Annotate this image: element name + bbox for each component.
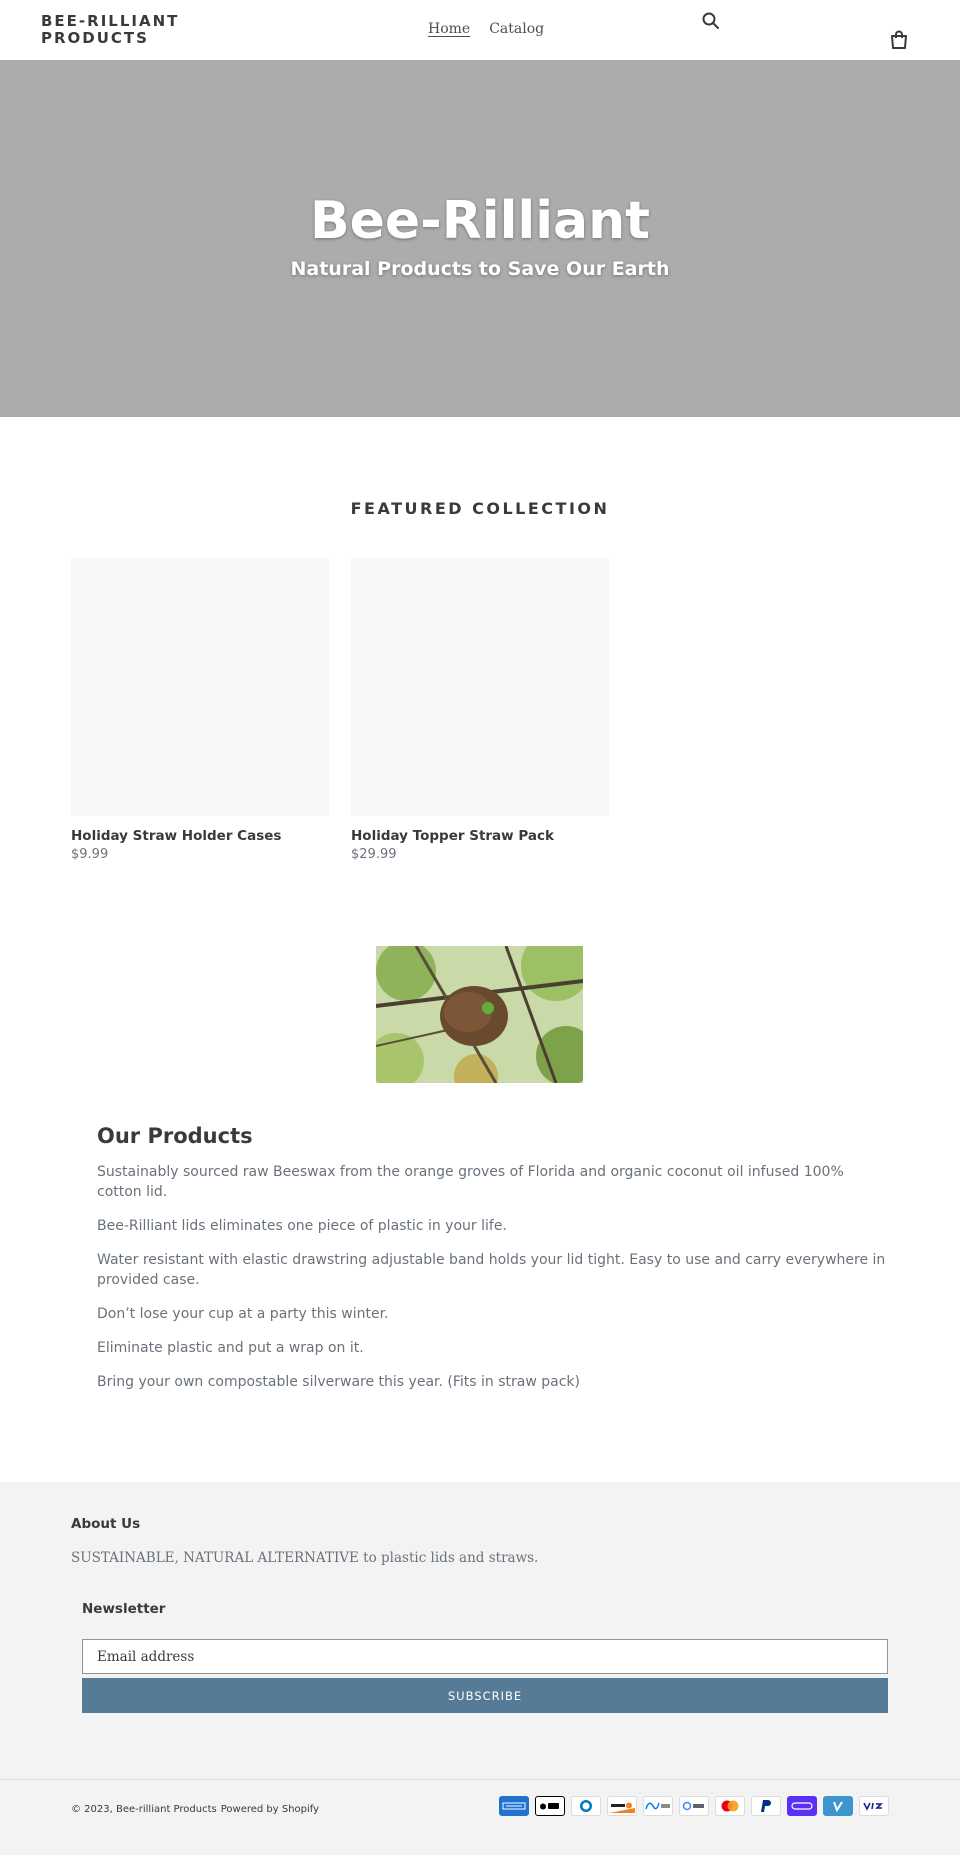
product-description-paragraph: Bring your own compostable silverware this year. (Fits in straw pack) — [97, 1374, 580, 1390]
mastercard-icon — [715, 1796, 745, 1816]
meta-pay-icon — [643, 1796, 673, 1816]
cart-icon[interactable] — [889, 30, 909, 50]
shop-pay-icon — [787, 1796, 817, 1816]
product-description-paragraph: Water resistant with elastic drawstring adjustable band holds your lid tight. Easy to use and carry everywhere in provided case. — [97, 1252, 886, 1288]
product-description-paragraph: Eliminate plastic and put a wrap on it. — [97, 1340, 364, 1356]
newsletter-email-input[interactable] — [82, 1639, 888, 1674]
amex-icon — [499, 1796, 529, 1816]
google-pay-icon — [679, 1796, 709, 1816]
diners-club-icon — [571, 1796, 601, 1816]
product-price: $9.99 — [71, 847, 109, 862]
nav-link-catalog[interactable]: Catalog — [489, 21, 545, 37]
nav-link-home[interactable]: Home — [428, 21, 471, 37]
site-header — [0, 0, 960, 60]
product-image[interactable] — [351, 558, 609, 816]
main-nav — [428, 21, 544, 37]
product-description-paragraph: Don’t lose your cup at a party this winter. — [97, 1306, 389, 1322]
subscribe-button[interactable]: SUBSCRIBE — [82, 1678, 888, 1713]
about-us-title: About Us — [71, 1516, 141, 1532]
hero-title: Bee-Rilliant — [309, 191, 651, 251]
product-title[interactable]: Holiday Straw Holder Cases — [71, 828, 282, 844]
site-logo[interactable]: BEE-RILLIANT PRODUCTS — [41, 12, 180, 47]
featured-collection-title: FEATURED COLLECTION — [350, 499, 610, 518]
product-card[interactable] — [71, 558, 329, 862]
product-description-paragraph: Bee-Rilliant lids eliminates one piece of plastic in your life. — [97, 1218, 507, 1234]
apple-pay-icon — [535, 1796, 565, 1816]
paypal-icon — [751, 1796, 781, 1816]
hero-banner — [0, 60, 960, 417]
newsletter-title: Newsletter — [82, 1601, 166, 1617]
venmo-icon — [823, 1796, 853, 1816]
product-title[interactable]: Holiday Topper Straw Pack — [351, 828, 554, 844]
product-image[interactable] — [71, 558, 329, 816]
powered-by-link[interactable]: Powered by Shopify — [220, 1804, 320, 1815]
product-price: $29.99 — [351, 847, 397, 862]
footer-divider — [0, 1779, 960, 1780]
product-card[interactable] — [351, 558, 609, 862]
hero-subtitle: Natural Products to Save Our Earth — [290, 258, 670, 280]
beehive-image — [376, 946, 583, 1083]
about-us-text: SUSTAINABLE, NATURAL ALTERNATIVE to plastic lids and straws. — [71, 1550, 539, 1566]
visa-icon — [859, 1796, 889, 1816]
copyright — [71, 1804, 323, 1815]
our-products-section — [97, 1124, 887, 1406]
search-icon[interactable] — [701, 11, 721, 31]
product-description-paragraph: Sustainably sourced raw Beeswax from the orange groves of Florida and organic coconut oil infused 100% cotton lid. — [97, 1164, 844, 1200]
copyright-text[interactable]: © 2023, Bee-rilliant Products — [71, 1804, 217, 1815]
our-products-title: Our Products — [97, 1124, 253, 1148]
site-footer — [0, 1482, 960, 1855]
payment-icons — [499, 1796, 889, 1816]
discover-icon — [607, 1796, 637, 1816]
